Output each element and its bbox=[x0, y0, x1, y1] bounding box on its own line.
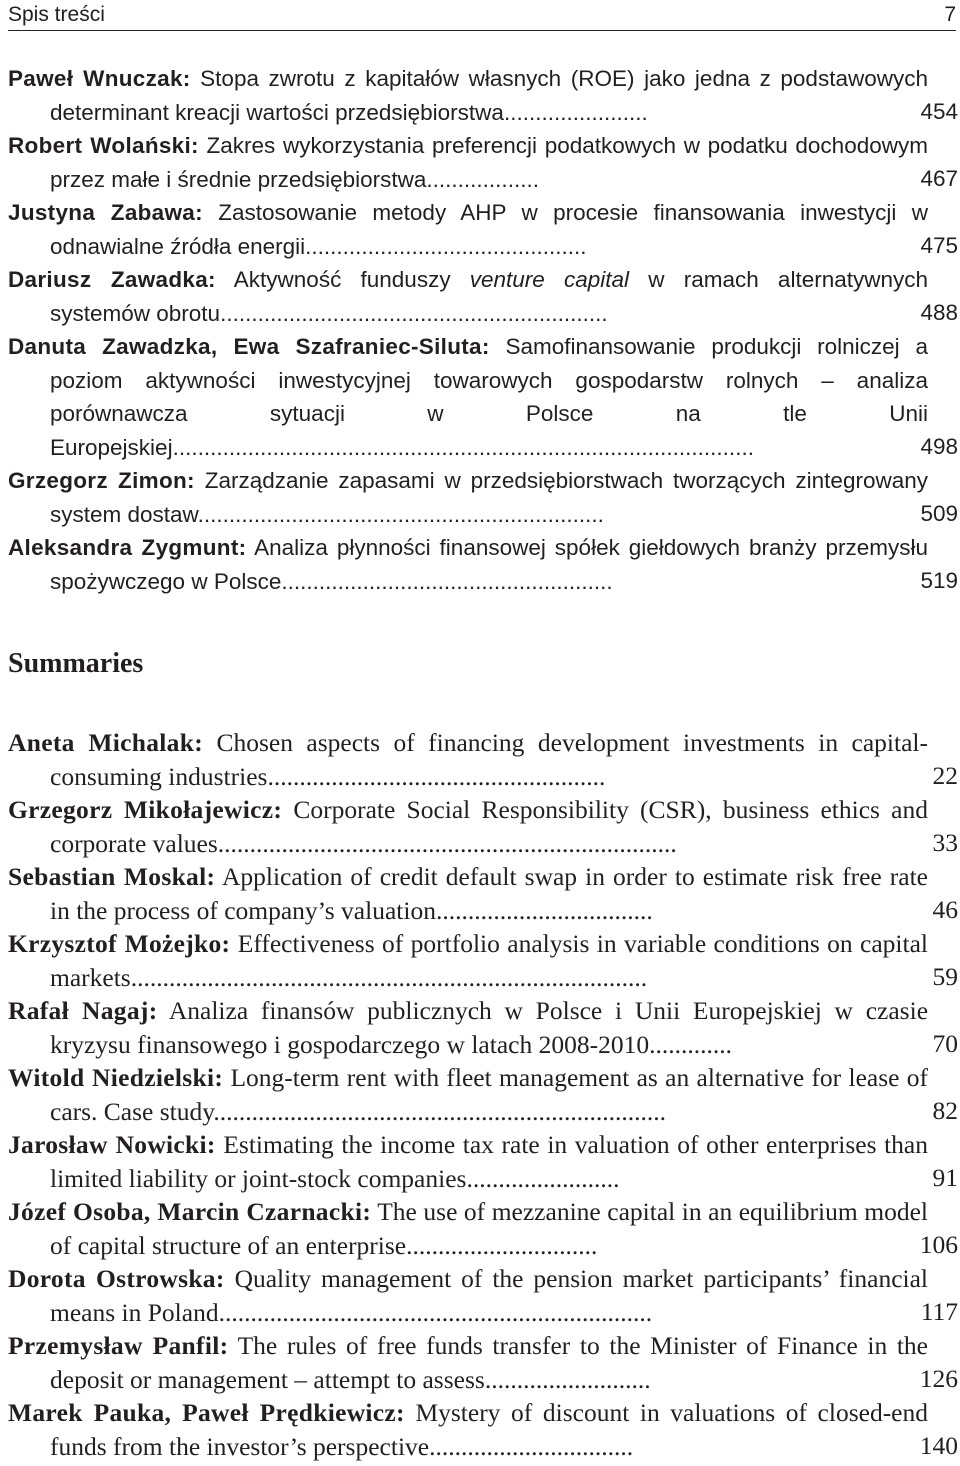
toc-entry-leader: .................. bbox=[426, 166, 539, 192]
toc-entry-leader: ............. bbox=[649, 1029, 732, 1059]
toc-entry-leader: ................................................................. bbox=[197, 501, 604, 527]
toc-entry-author: Paweł Wnuczak: bbox=[8, 66, 191, 91]
toc-entry-leader: ........................ bbox=[466, 1163, 620, 1193]
toc-entry-title: Analiza płynności finansowej spółek giełdowych branży przemysłu spożywczego w Polsce bbox=[50, 535, 928, 594]
toc-entry-title: Zakres wykorzystania preferencji podatkowych w podatku dochodowym przez małe i średnie przedsiębiorstwa bbox=[50, 133, 928, 192]
toc-entry-title: Long-term rent with fleet management as an alternative for lease of cars. Case study bbox=[50, 1063, 929, 1126]
toc-entry[interactable] bbox=[8, 464, 958, 531]
toc-entry-title: The use of mezzanine capital in an equilibrium model of capital structure of an enterprise bbox=[50, 1197, 928, 1260]
toc-entry-author: Dariusz Zawadka: bbox=[8, 267, 216, 292]
toc-entry-title: Zarządzanie zapasami w przedsiębiorstwach tworzących zintegrowany system dostaw bbox=[50, 468, 928, 527]
toc-entry-page: 519 bbox=[920, 568, 958, 594]
toc-entry-page: 46 bbox=[932, 895, 958, 925]
toc-entry-leader: .............................................................. bbox=[220, 300, 608, 326]
toc-entry-page: 498 bbox=[920, 434, 958, 460]
toc-entry-title: Mystery of discount in valuations of closed-end funds from the investor’s perspective bbox=[50, 1398, 928, 1461]
toc-entry-author: Grzegorz Mikołajewicz: bbox=[8, 795, 283, 824]
toc-entry-author: Przemysław Panfil: bbox=[8, 1331, 229, 1360]
toc-entry[interactable] bbox=[8, 1061, 958, 1128]
toc-entry-page: 140 bbox=[919, 1431, 958, 1461]
toc-entry[interactable] bbox=[8, 1262, 958, 1329]
toc-entry[interactable] bbox=[8, 531, 958, 598]
toc-entry[interactable] bbox=[8, 726, 958, 793]
toc-entry-title-pre: Aktywność funduszy bbox=[233, 267, 470, 292]
toc-entry-leader: ..................................................... bbox=[281, 568, 613, 594]
toc-entry-title: Estimating the income tax rate in valuation of other enterprises than limited liability or joint-stock companies bbox=[50, 1130, 928, 1193]
toc-entry-author: Witold Niedzielski: bbox=[8, 1063, 224, 1092]
toc-entry[interactable] bbox=[8, 263, 958, 330]
toc-entry-leader: ........................................................................ bbox=[217, 828, 677, 858]
toc-entry[interactable] bbox=[8, 1195, 958, 1262]
toc-entry-page: 22 bbox=[932, 761, 958, 791]
toc-summaries-section bbox=[8, 726, 958, 1463]
toc-entry[interactable] bbox=[8, 860, 958, 927]
toc-entry-page: 454 bbox=[920, 99, 958, 125]
running-header-title: Spis treści bbox=[8, 3, 105, 26]
toc-entry-leader: ............................................. bbox=[305, 233, 587, 259]
toc-entry-title-post: w ramach alternatywnych systemów obrotu bbox=[50, 267, 928, 326]
toc-entry[interactable] bbox=[8, 1396, 958, 1463]
toc-entry-page: 126 bbox=[919, 1364, 958, 1394]
toc-entry-leader: ................................................................................. bbox=[130, 962, 648, 992]
toc-entry-leader: ............................................................................................. bbox=[172, 434, 754, 460]
toc-entry-author: Aleksandra Zygmunt: bbox=[8, 535, 247, 560]
toc-entry[interactable] bbox=[8, 1329, 958, 1396]
toc-entry-author: Grzegorz Zimon: bbox=[8, 468, 195, 493]
toc-entry-author: Sebastian Moskal: bbox=[8, 862, 216, 891]
toc-entry-author: Jarosław Nowicki: bbox=[8, 1130, 216, 1159]
toc-entry-author: Dorota Ostrowska: bbox=[8, 1264, 225, 1293]
toc-entry[interactable] bbox=[8, 62, 958, 129]
toc-entry-leader: ..................................................... bbox=[267, 761, 606, 791]
toc-entry-leader: ....................... bbox=[503, 99, 648, 125]
toc-entry-author: Danuta Zawadzka, Ewa Szafraniec-Siluta: bbox=[8, 334, 490, 359]
toc-entry-leader: .......................... bbox=[484, 1364, 651, 1394]
toc-entry-title-emphasis: venture capital bbox=[469, 267, 630, 292]
toc-entry-page: 467 bbox=[920, 166, 958, 192]
toc-entry[interactable] bbox=[8, 330, 958, 464]
toc-entry-page: 82 bbox=[932, 1096, 958, 1126]
toc-entry-title: The rules of free funds transfer to the Minister of Finance in the deposit or management – attempt to assess bbox=[50, 1331, 928, 1394]
toc-entry-leader: .................................................................... bbox=[218, 1297, 653, 1327]
toc-entry-author: Krzysztof Możejko: bbox=[8, 929, 231, 958]
page-number: 7 bbox=[944, 3, 956, 26]
toc-entry-title: Chosen aspects of financing development investments in capital-consuming industries bbox=[50, 728, 928, 791]
toc-entry[interactable] bbox=[8, 994, 958, 1061]
toc-entry-author: Aneta Michalak: bbox=[8, 728, 204, 757]
toc-entry-title: Effectiveness of portfolio analysis in variable conditions on capital markets bbox=[50, 929, 928, 992]
toc-entry-page: 70 bbox=[932, 1029, 958, 1059]
toc-entry[interactable] bbox=[8, 196, 958, 263]
toc-entry[interactable] bbox=[8, 793, 958, 860]
toc-entry-page: 488 bbox=[920, 300, 958, 326]
toc-entry-title: Corporate Social Responsibility (CSR), business ethics and corporate values bbox=[50, 795, 929, 858]
toc-entry[interactable] bbox=[8, 1128, 958, 1195]
toc-entry-author: Robert Wolański: bbox=[8, 133, 199, 158]
toc-entry[interactable] bbox=[8, 927, 958, 994]
toc-entry-page: 91 bbox=[932, 1163, 958, 1193]
section-heading-summaries: Summaries bbox=[8, 648, 144, 679]
toc-entry-leader: .............................. bbox=[406, 1230, 598, 1260]
toc-entry-page: 106 bbox=[919, 1230, 958, 1260]
toc-entry-author: Marek Pauka, Paweł Prędkiewicz: bbox=[8, 1398, 405, 1427]
toc-entry-leader: ....................................................................... bbox=[213, 1096, 666, 1126]
toc-entry-leader: ................................ bbox=[429, 1431, 634, 1461]
toc-entry-page: 117 bbox=[920, 1297, 958, 1327]
toc-entry-page: 33 bbox=[932, 828, 958, 858]
toc-polish-section bbox=[8, 62, 958, 598]
toc-entry-author: Józef Osoba, Marcin Czarnacki: bbox=[8, 1197, 372, 1226]
toc-entry-title: Analiza finansów publicznych w Polsce i Unii Europejskiej w czasie kryzysu finansowego i gospodarczego w latach 2008-2010 bbox=[50, 996, 929, 1059]
toc-entry-title: Stopa zwrotu z kapitałów własnych (ROE) jako jedna z podstawowych determinant kreacji wartości przedsiębiorstwa bbox=[50, 66, 928, 125]
toc-entry-leader: .................................. bbox=[435, 895, 653, 925]
toc-entry-page: 475 bbox=[920, 233, 958, 259]
toc-entry-author: Rafał Nagaj: bbox=[8, 996, 158, 1025]
toc-entry-title: Samofinansowanie produkcji rolniczej a poziom aktywności inwestycyjnej towarowych gospodarstw rolnych – analiza porównawcza sytuacji w Polsce na tle Unii Europejskiej bbox=[50, 334, 928, 460]
toc-entry-page: 59 bbox=[932, 962, 958, 992]
toc-entry-title: Zastosowanie metody AHP w procesie finansowania inwestycji w odnawialne źródła energii bbox=[50, 200, 928, 259]
toc-entry-author: Justyna Zabawa: bbox=[8, 200, 203, 225]
toc-entry-page: 509 bbox=[920, 501, 958, 527]
toc-entry-title: Quality management of the pension market participants’ financial means in Poland bbox=[50, 1264, 929, 1327]
toc-entry[interactable] bbox=[8, 129, 958, 196]
running-header bbox=[8, 0, 956, 31]
toc-entry-title: Application of credit default swap in order to estimate risk free rate in the process of company’s valuation bbox=[50, 862, 929, 925]
